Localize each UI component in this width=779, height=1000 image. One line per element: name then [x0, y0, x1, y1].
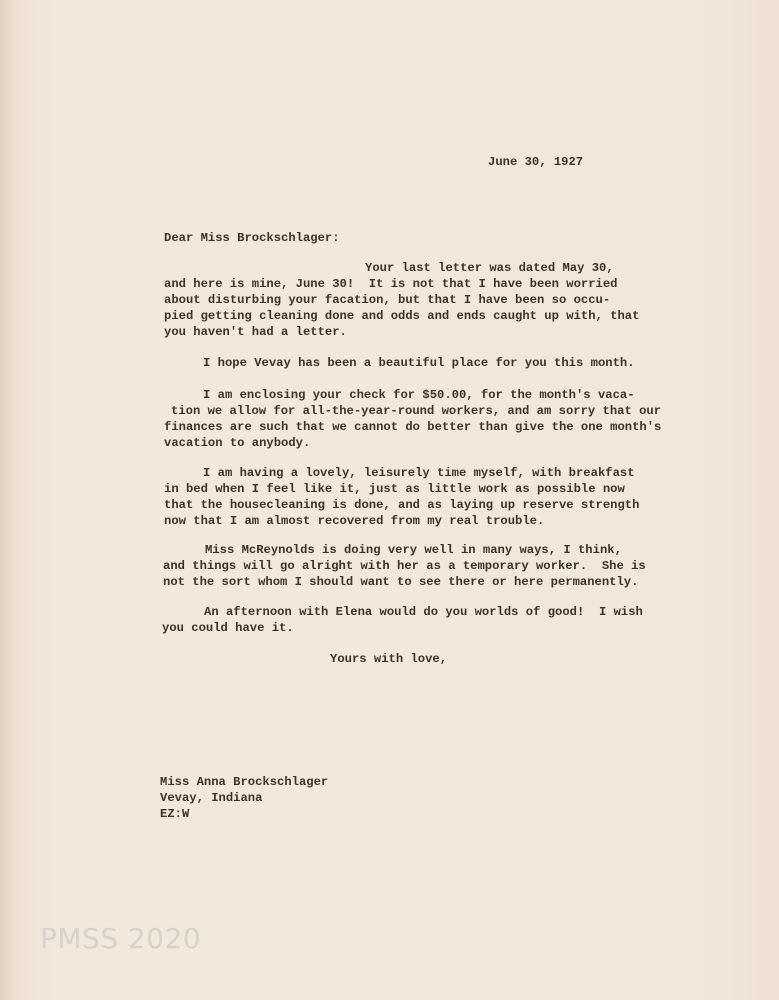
paragraph-line: about disturbing your facation, but that I have been so occu-	[164, 293, 611, 307]
salutation: Dear Miss Brockschlager:	[164, 231, 340, 245]
paragraph-2	[164, 355, 635, 371]
address-line: Miss Anna Brockschlager	[160, 775, 329, 789]
paragraph-line: now that I am almost recovered from my real trouble.	[164, 514, 545, 528]
paragraph-line: pied getting cleaning done and odds and ends caught up with, that	[164, 309, 640, 323]
paragraph-line: you could have it.	[162, 621, 294, 635]
closing: Yours with love,	[330, 652, 448, 666]
paragraph-line: and here is mine, June 30! It is not that I have been worried	[164, 277, 618, 291]
address-line: Vevay, Indiana	[160, 791, 263, 805]
paragraph-line: tion we allow for all-the-year-round workers, and am sorry that our	[171, 404, 662, 418]
paragraph-line: vacation to anybody.	[164, 436, 311, 450]
paragraph-4	[164, 465, 639, 529]
paragraph-5	[163, 542, 646, 590]
paragraph-line: you haven't had a letter.	[164, 325, 347, 339]
paragraph-line: I hope Vevay has been a beautiful place for you this month.	[203, 356, 635, 370]
letter-date: June 30, 1927	[488, 155, 584, 169]
paragraph-line: An afternoon with Elena would do you worlds of good! I wish	[204, 605, 643, 619]
paragraph-line: not the sort whom I should want to see there or here permanently.	[163, 575, 639, 589]
paragraph-line: finances are such that we cannot do better than give the one month's	[164, 420, 662, 434]
paragraph-line: and things will go alright with her as a temporary worker. She is	[163, 559, 646, 573]
paragraph-line: in bed when I feel like it, just as little work as possible now	[164, 482, 625, 496]
paragraph-line: I am having a lovely, leisurely time myself, with breakfast	[203, 466, 635, 480]
paragraph-line: Miss McReynolds is doing very well in many ways, I think,	[205, 543, 622, 557]
watermark: PMSS 2020	[40, 922, 202, 955]
paragraph-line: I am enclosing your check for $50.00, for the month's vaca-	[203, 388, 635, 402]
paragraph-6	[162, 604, 643, 636]
paragraph-1	[164, 260, 639, 340]
paragraph-line: that the housecleaning is done, and as laying up reserve strength	[164, 498, 640, 512]
paragraph-3	[164, 387, 661, 451]
recipient-address	[160, 774, 328, 822]
address-line: EZ:W	[160, 807, 190, 821]
paragraph-line: Your last letter was dated May 30,	[365, 261, 614, 275]
